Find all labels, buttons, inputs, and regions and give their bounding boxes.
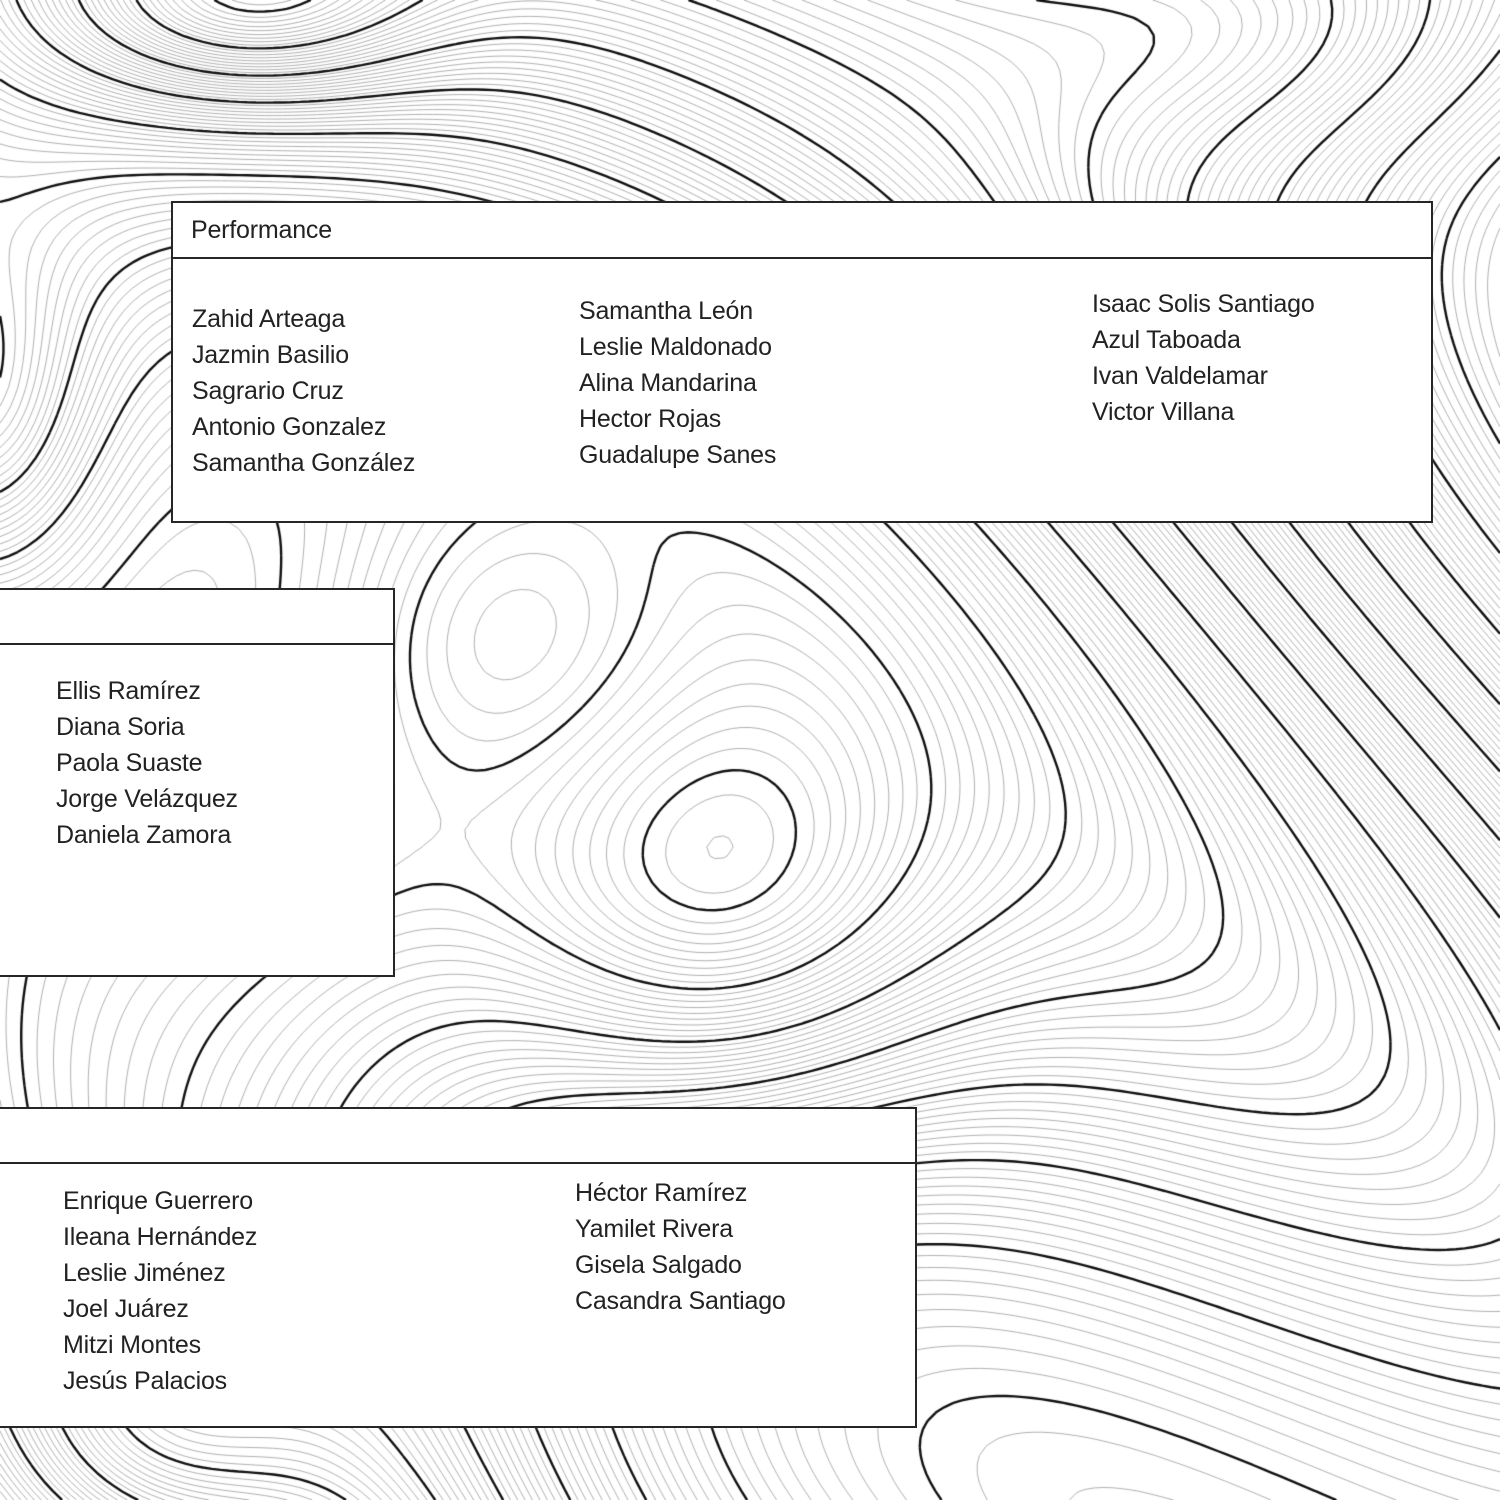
credit-name: Leslie Jiménez [63,1259,226,1287]
credit-name: Jazmin Basilio [192,341,349,369]
panel-bottom-header [0,1109,915,1164]
credit-name: Jorge Velázquez [56,785,238,813]
credit-name: Zahid Arteaga [192,305,346,333]
panel-bottom [0,1107,917,1428]
performance-name-column-1 [192,301,415,481]
credit-name: Isaac Solis Santiago [1092,290,1315,318]
panel-performance [171,201,1433,523]
performance-name-column-3 [1092,286,1315,430]
credit-name: Leslie Maldonado [579,333,772,361]
credit-name: Guadalupe Sanes [579,441,777,469]
credit-name: Gisela Salgado [575,1251,742,1279]
credit-name: Ileana Hernández [63,1223,258,1251]
credit-name: Héctor Ramírez [575,1179,748,1207]
credit-name: Antonio Gonzalez [192,413,387,441]
credit-name: Enrique Guerrero [63,1187,253,1215]
panel-performance-title: Performance [191,215,332,244]
credit-name: Sagrario Cruz [192,377,344,405]
credit-name: Diana Soria [56,713,185,741]
credit-name: Ellis Ramírez [56,677,201,705]
left-name-column-1 [56,673,238,853]
performance-name-column-2 [579,293,776,473]
credit-name: Daniela Zamora [56,821,232,849]
credit-name: Hector Rojas [579,405,722,433]
credit-name: Paola Suaste [56,749,203,777]
panel-performance-header [173,203,1431,259]
credit-name: Victor Villana [1092,398,1235,426]
credit-name: Mitzi Montes [63,1331,201,1359]
panel-left [0,588,395,977]
bottom-name-column-1 [63,1183,257,1399]
credit-name: Jesús Palacios [63,1367,227,1395]
credit-name: Alina Mandarina [579,369,757,397]
credit-name: Casandra Santiago [575,1287,786,1315]
credit-name: Samantha León [579,297,753,325]
credit-name: Joel Juárez [63,1295,189,1323]
credit-name: Samantha González [192,449,416,477]
bottom-name-column-2 [575,1175,786,1319]
panel-left-header [0,590,393,645]
credit-name: Yamilet Rivera [575,1215,733,1243]
credit-name: Ivan Valdelamar [1092,362,1268,390]
credit-name: Azul Taboada [1092,326,1241,354]
